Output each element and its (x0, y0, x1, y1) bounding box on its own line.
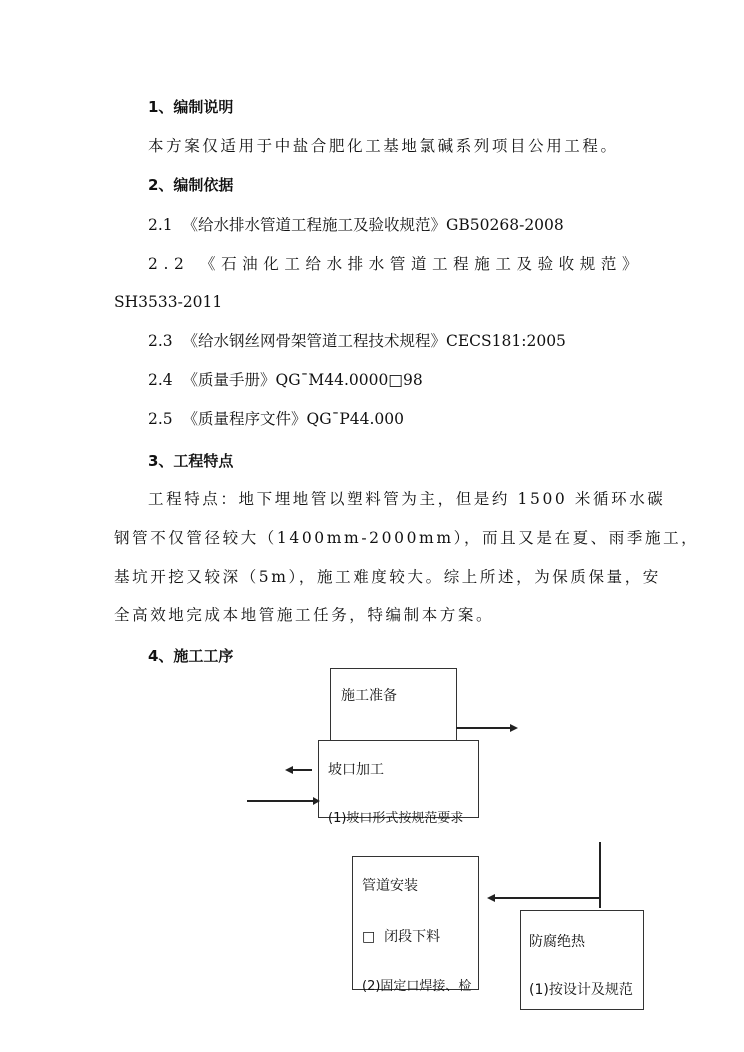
flow-box-title: 施工准备 (341, 688, 397, 704)
reference-item: 2.2 《石油化工给水排水管道工程施工及验收规范》 (148, 255, 644, 273)
paragraph-line: 全高效地完成本地管施工任务，特编制本方案。 (114, 606, 495, 624)
flow-box-anticorrosion (520, 910, 644, 1010)
flow-box-pipe-install (352, 856, 479, 994)
paragraph-line: 工程特点：地下埋地管以塑料管为主，但是约 1500 米循环水碳 (148, 490, 666, 508)
reference-item: 2.4 《质量手册》QG¯M44.0000□98 (148, 371, 423, 389)
flow-box-item: (1)坡口形式按规范要求 (328, 811, 464, 826)
arrow-line (456, 727, 512, 729)
flow-box-preparation (330, 668, 457, 750)
reference-item: SH3533-2011 (114, 293, 223, 311)
heading-4: 4、施工工序 (148, 647, 234, 665)
arrow-line (494, 897, 600, 899)
arrow-head-icon (313, 797, 320, 805)
heading-3: 3、工程特点 (148, 452, 234, 470)
flow-box-title: 坡口加工 (328, 762, 384, 778)
arrow-line (292, 769, 312, 771)
arrow-head-icon (487, 894, 495, 902)
flow-box-item: (1)按设计及规范 (529, 982, 633, 998)
arrow-head-icon (285, 766, 293, 774)
heading-1: 1、编制说明 (148, 98, 234, 116)
paragraph-line: 基坑开挖又较深（5m），施工难度较大。综上所述，为保质保量，安 (114, 568, 661, 586)
flow-box-bevel (318, 740, 479, 826)
flow-box-item: □ 闭段下料 (362, 929, 441, 945)
flow-box-item: (2)固定口焊接、检 (362, 979, 472, 994)
paragraph-line: 钢管不仅管径较大（1400mm-2000mm），而且又是在夏、雨季施工， (114, 529, 700, 547)
heading-2: 2、编制依据 (148, 176, 234, 194)
reference-item: 2.1 《给水排水管道工程施工及验收规范》GB50268-2008 (148, 216, 564, 234)
reference-item: 2.5 《质量程序文件》QG¯P44.000 (148, 410, 405, 428)
reference-item: 2.3 《给水钢丝网骨架管道工程技术规程》CECS181:2005 (148, 332, 566, 350)
arrow-line (247, 800, 315, 802)
paragraph: 本方案仅适用于中盐合肥化工基地氯碱系列项目公用工程。 (148, 137, 619, 155)
flow-box-title: 防腐绝热 (529, 934, 585, 950)
arrow-head-icon (510, 724, 518, 732)
flow-box-title: 管道安装 (362, 878, 418, 894)
